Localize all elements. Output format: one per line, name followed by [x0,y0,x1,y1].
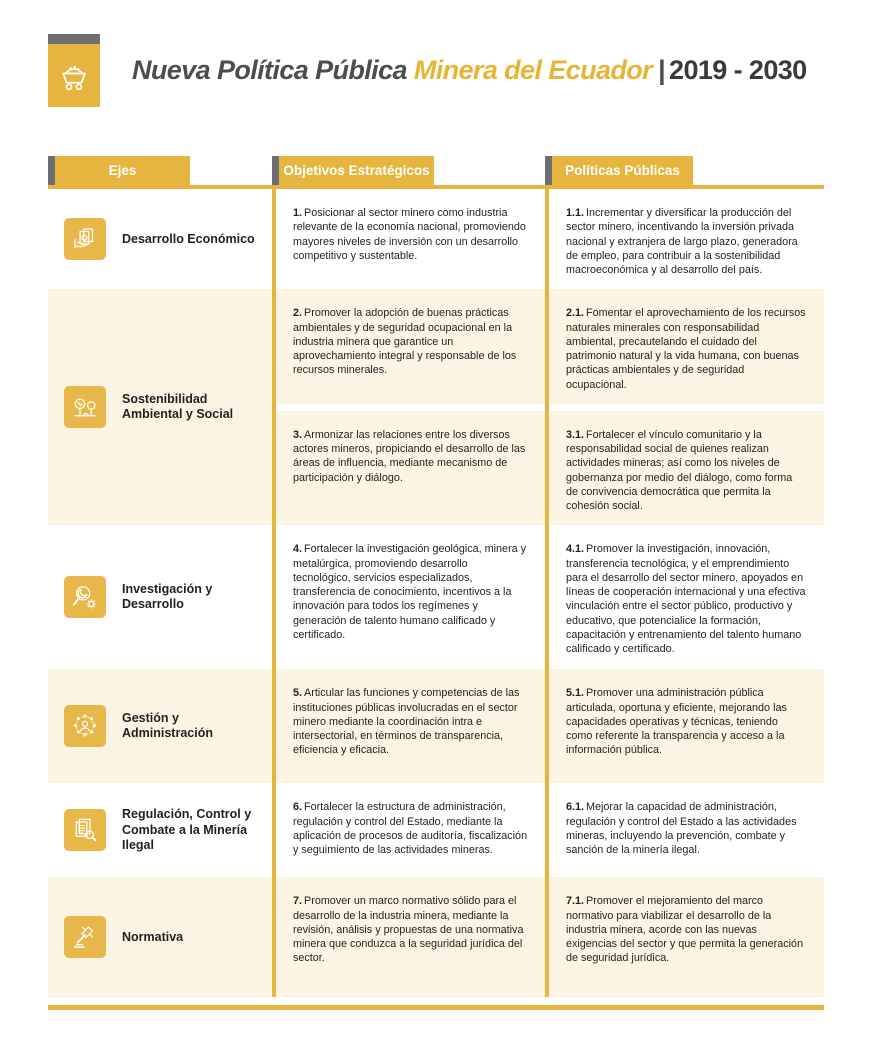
politica-item [549,877,824,997]
politica-text: Fortalecer el vínculo comunitario y la responsabilidad social de quienes realizan actividades mineras; así como los niveles de gobernanza por medio del diálogo, como forma de convivencia democrática que permita la cohesión social. [566,428,793,512]
column-header-ejes-label: Ejes [108,163,137,178]
eje-cell [48,289,272,525]
eje-label: Gestión y Administración [122,711,213,741]
politica-item [549,669,824,783]
document-magnifier-icon [64,809,106,851]
politica-text: Promover el mejoramiento del marco normativo para viabilizar el desarrollo de la industria minera, acorde con las nuevas exigencias del sector y que permita la generación de seguridad jurídica. [566,895,804,965]
table-row-investigacion [48,525,824,669]
title-part2: Minera del Ecuador [413,55,653,85]
objetivos-cell [272,525,545,669]
politica-text: Promover la investigación, innovación, transferencia tecnológica, y el emprendimiento para el desarrollo del sector minero, apoyados en líneas de cooperación internacional y una efectiva vinculación entre el sector público, productivo y educativo, que potencialice la formación, capacitación y entrenamiento del talento humano calificado y certificado. [566,543,806,655]
objetivos-cell [272,189,545,289]
title-separator: | [658,55,666,85]
politica-number: 1.1. [566,207,585,219]
objetivo-text: Fortalecer la investigación geológica, minera y metalúrgica, promoviendo desarrollo tecnológico, servicios especializados, transferencia de conocimiento, incentivos a la innovación para todos los regímenes y generación de talento humano calificado y certificado. [293,543,527,641]
politica-item [549,189,824,289]
eje-cell [48,669,272,783]
objetivo-text: Armonizar las relaciones entre los diversos actores mineros, propiciando el desarrollo de las áreas de influencia, mediante mecanismo de participación y diálogo. [293,428,526,484]
eje-cell [48,877,272,997]
eje-label: Sostenibilidad Ambiental y Social [122,392,234,422]
objetivo-number: 5. [293,687,303,700]
table-row-sostenibilidad [48,289,824,525]
footer-rule [48,1005,824,1010]
objetivo-number: 6. [293,801,303,814]
magnifier-gear-icon [64,576,106,618]
column-header-ejes [48,156,190,185]
objetivo-text: Promover un marco normativo sólido para el desarrollo de la industria minera, mediante la revisión, análisis y propuestas de una normativa minera que conduzca a la seguridad jurídica del sector. [293,895,524,965]
politica-text: Incrementar y diversificar la producción del sector minero, incentivando la inversión privada nacional y extranjera de largo plazo, generadora de empleo, para contribuir a la sostenibilidad macroeconómica y al desarrollo del país. [566,207,798,276]
politicas-cell [545,669,824,783]
eje-label: Regulación, Control y Combate a la Minería Ilegal [122,807,252,852]
politicas-cell [545,289,824,525]
people-network-icon [64,705,106,747]
eje-cell [48,783,272,877]
objetivo-item [276,525,545,669]
objetivo-number: 7. [293,895,303,908]
politica-number: 6.1. [566,801,585,814]
objetivo-text: Promover la adopción de buenas prácticas ambientales y de seguridad ocupacional en la industria minera que garantice un aprovechamiento integral y responsable de los recursos minerales. [293,307,517,377]
objetivo-number: 3. [293,428,303,441]
objetivo-item [276,669,545,783]
infographic-page [0,34,872,1010]
page-title [132,55,807,86]
politicas-cell [545,877,824,997]
mining-cart-icon [54,56,94,96]
column-headers [48,156,824,185]
politica-item [549,783,824,877]
title-part1: Nueva Política Pública [132,55,407,85]
objetivo-number: 4. [293,543,303,556]
politica-item [549,289,824,404]
logo-tile [48,44,100,107]
table-row-regulacion [48,783,824,877]
table-row-desarrollo-economico [48,189,824,289]
objetivo-item [276,289,545,404]
objetivo-item [276,877,545,997]
trees-icon [64,386,106,428]
politica-text: Promover una administración pública articulada, oportuna y eficiente, mejorando las capacidades operativas y técnicas, teniendo como referente la transparencia y acceso a la información pública. [566,687,787,757]
politicas-cell [545,525,824,669]
politica-text: Mejorar la capacidad de administración, regulación y control del Estado a las actividades mineras, incluyendo la prevención, combate y sanción de la minería ilegal. [566,801,797,856]
eje-cell [48,525,272,669]
column-header-politicas-label: Políticas Públicas [565,163,680,178]
politica-number: 3.1. [566,428,585,441]
politicas-cell [545,189,824,289]
logo-gray-bar [48,34,100,44]
politica-item [549,411,824,526]
objetivo-number: 1. [293,207,303,219]
politica-number: 7.1. [566,895,585,908]
politica-item [549,525,824,669]
eje-label: Desarrollo Económico [122,231,255,246]
objetivo-item [276,411,545,526]
objetivo-item [276,189,545,289]
objetivo-text: Fortalecer la estructura de administración, regulación y control del Estado, mediante la aplicación de procesos de auditoría, fiscalización y seguimiento de las actividades mineras. [293,801,528,856]
politicas-cell [545,783,824,877]
money-hand-icon [64,218,106,260]
objetivos-cell [272,289,545,525]
header [48,34,824,107]
eje-label: Normativa [122,929,184,944]
column-header-objetivos [272,156,434,185]
column-header-politicas [545,156,693,185]
logo [48,34,100,107]
eje-cell [48,189,272,289]
politica-number: 5.1. [566,687,585,700]
objetivos-cell [272,877,545,997]
objetivos-cell [272,783,545,877]
objetivo-number: 2. [293,307,303,320]
table-row-normativa [48,877,824,997]
politica-text: Fomentar el aprovechamiento de los recursos naturales minerales con responsabilidad ambiental, precautelando el cuidado del patrimonio natural y la vida humana, con buenas prácticas ambientales y de seguridad ocupacional. [566,307,806,391]
objetivo-text: Posicionar al sector minero como industria relevante de la economía nacional, promoviendo mayores niveles de inversión con un desarrollo competitivo y sustentable. [293,207,526,262]
eje-label: Investigación y Desarrollo [122,582,213,612]
objetivos-cell [272,669,545,783]
column-header-objetivos-label: Objetivos Estratégicos [283,163,430,178]
objetivo-item [276,783,545,877]
politica-number: 2.1. [566,307,585,320]
objetivo-text: Articular las funciones y competencias de las instituciones públicas involucradas en el sector minero mediante la coordinación intra e intersectorial, en términos de transparencia, eficiencia y eficacia. [293,687,520,757]
title-years: 2019 - 2030 [669,55,807,85]
table-row-gestion [48,669,824,783]
gavel-icon [64,916,106,958]
politica-number: 4.1. [566,543,585,556]
